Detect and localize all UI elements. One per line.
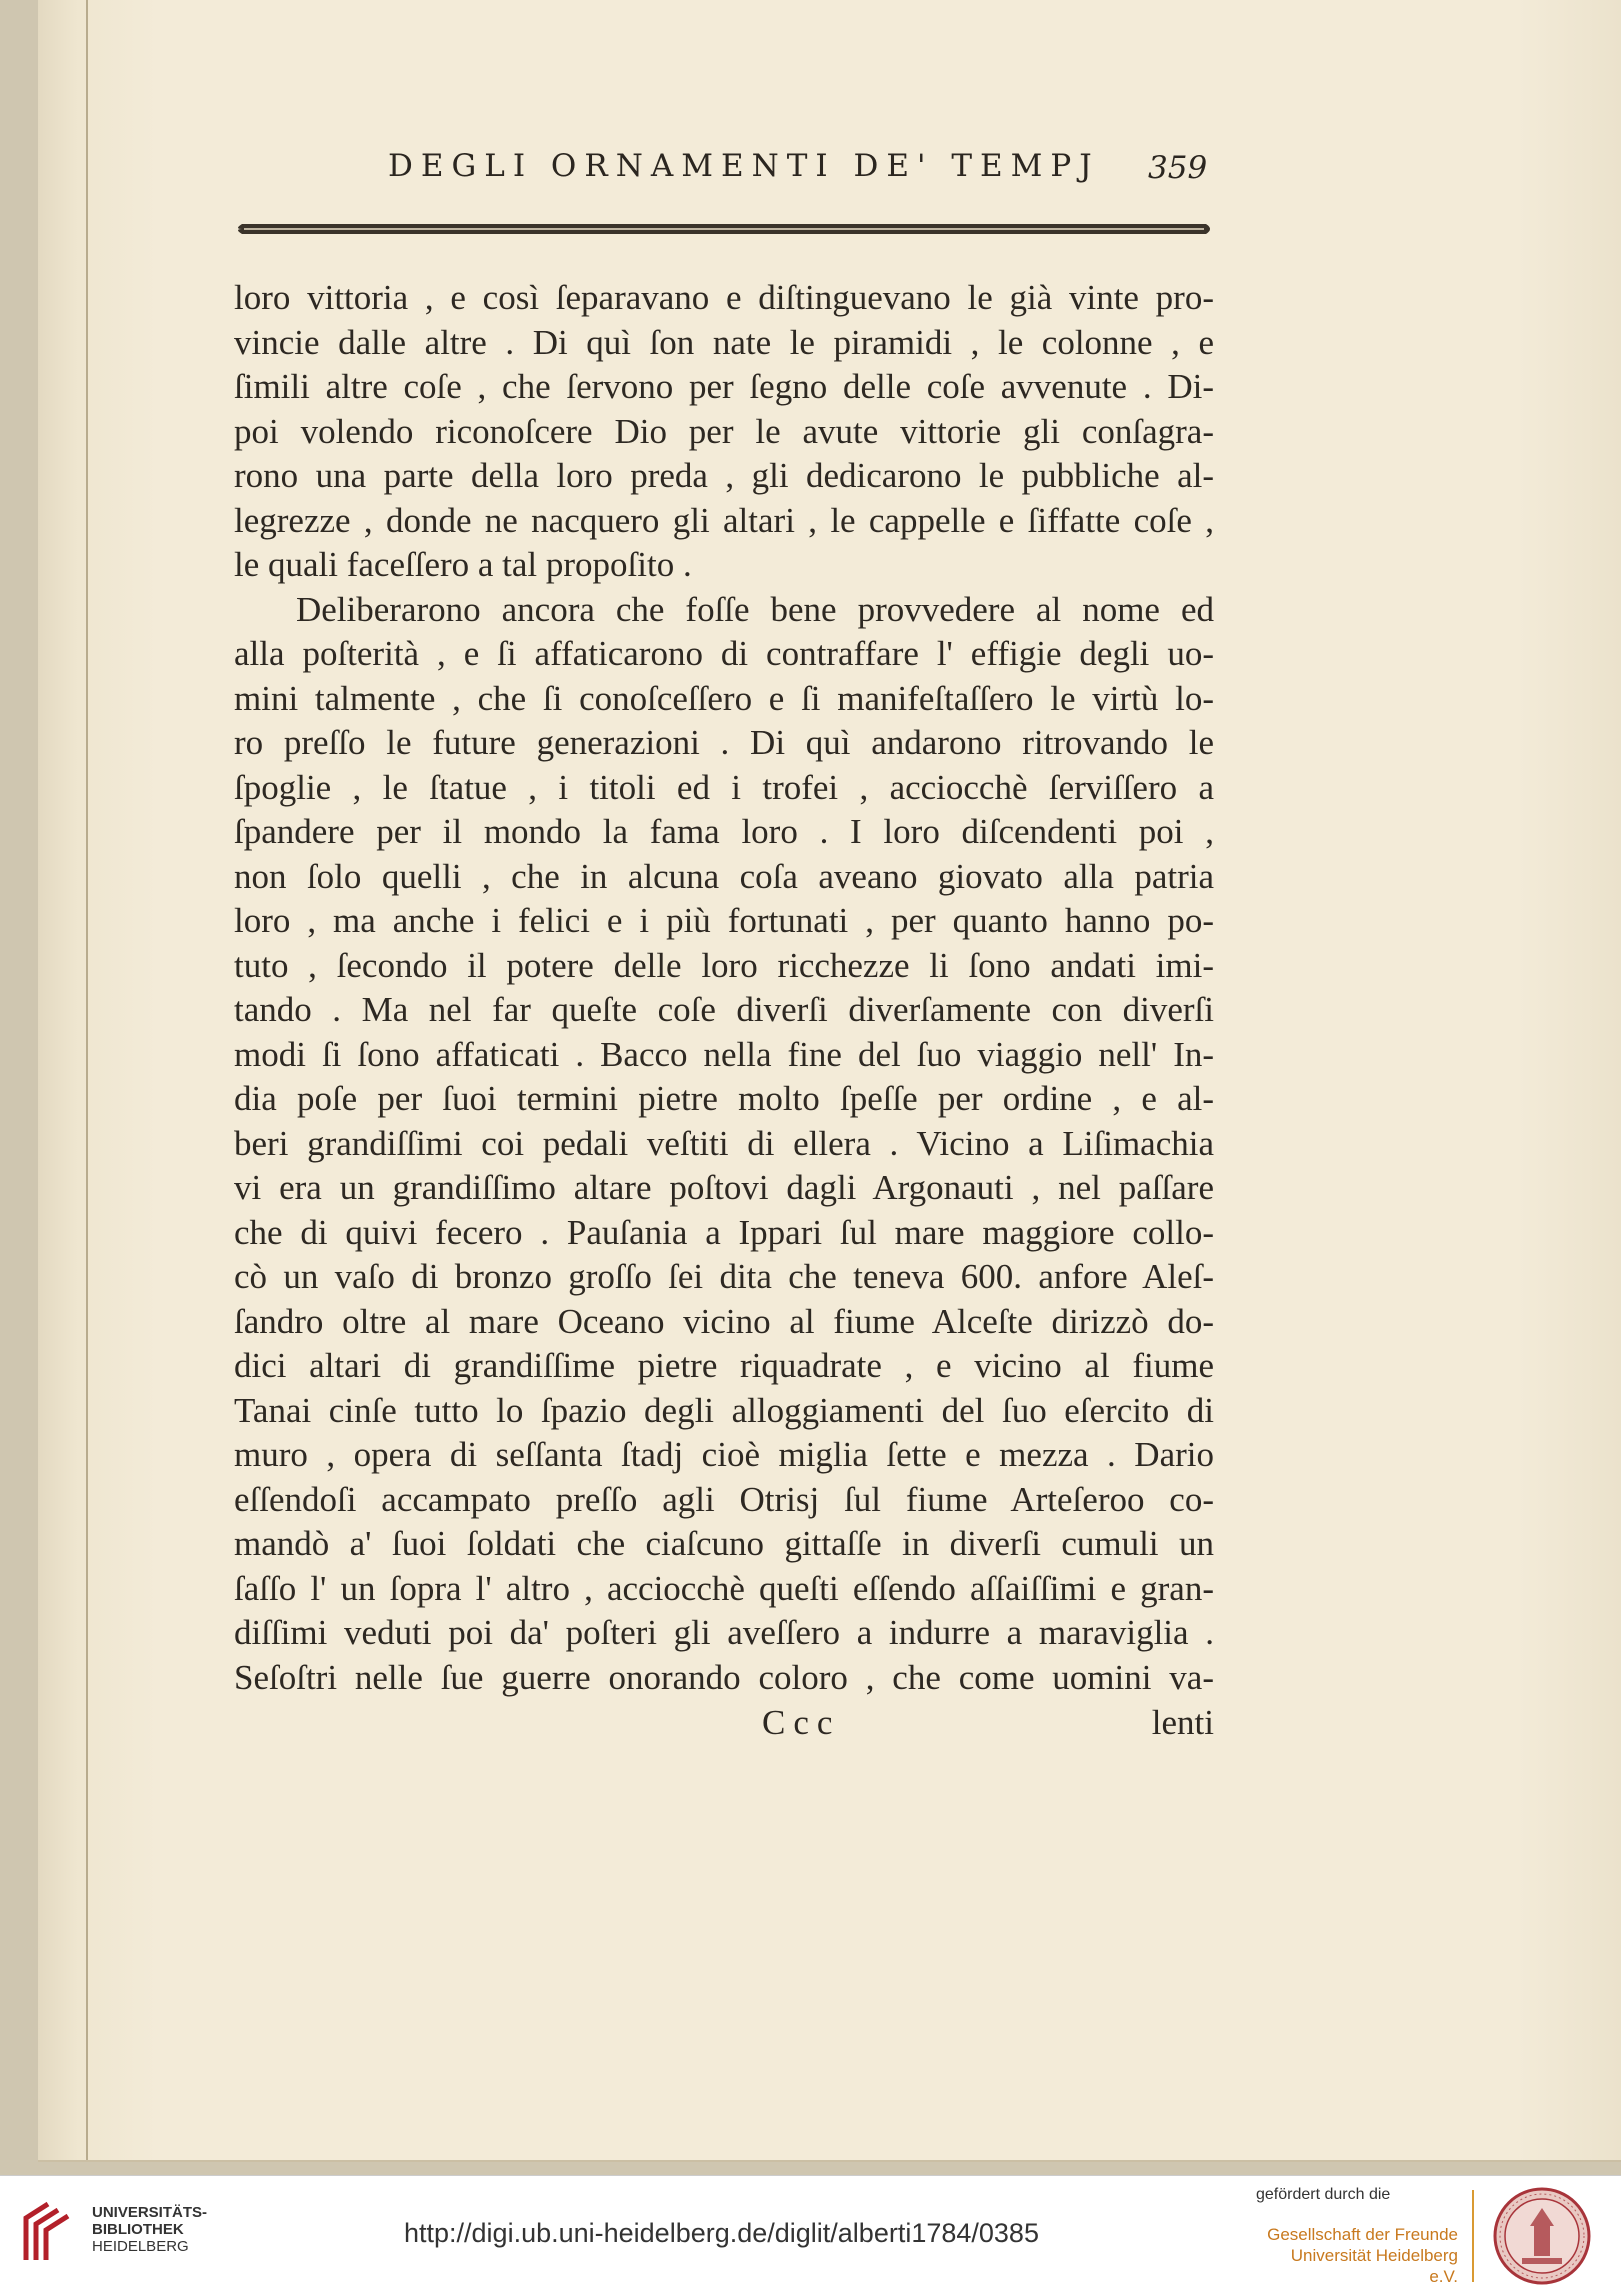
sponsor-label: gefördert durch die bbox=[1256, 2186, 1391, 2203]
permalink-url[interactable]: http://digi.ub.uni-heidelberg.de/diglit/alberti1784/0385 bbox=[404, 2218, 1039, 2248]
university-seal-icon bbox=[1492, 2186, 1592, 2286]
library-logo-icon[interactable] bbox=[18, 2194, 76, 2264]
text-line: rono una parte della loro preda , gli dedicarono le pubbliche al- bbox=[234, 456, 1214, 495]
text-line: loro , ma anche i felici e i più fortunati , per quanto hanno po- bbox=[234, 901, 1214, 940]
text-line: le quali faceſſero a tal propoſito . bbox=[234, 545, 692, 584]
text-line: dici altari di grandiſſime pietre riquadrate , e vicino al fiume bbox=[234, 1346, 1214, 1385]
library-name-line: UNIVERSITÄTS- bbox=[92, 2204, 208, 2221]
text-line: modi ſi ſono affaticati . Bacco nella fine del ſuo viaggio nell' In- bbox=[234, 1034, 1214, 1074]
text-line: che di quivi fecero . Pauſania a Ippari ſul mare maggiore collo- bbox=[234, 1212, 1214, 1252]
running-title: DEGLI ORNAMENTI DE' TEMPJ bbox=[388, 148, 1100, 184]
text-line: ſimili altre coſe , che ſervono per ſegno delle coſe avvenute . Di- bbox=[234, 367, 1214, 406]
library-name-line: BIBLIOTHEK bbox=[92, 2221, 184, 2238]
text-line: ſpoglie , le ſtatue , i titoli ed i trofei , acciocchè ſerviſſero a bbox=[234, 767, 1214, 807]
text-line: poi volendo riconoſcere Dio per le avute vittorie gli conſagra- bbox=[234, 411, 1214, 451]
signature-mark: Ccc bbox=[762, 1703, 841, 1742]
text-line: muro , opera di seſſanta ſtadj cioè miglia ſette e mezza . Dario bbox=[234, 1435, 1214, 1474]
text-line: vi era un grandiſſimo altare poſtovi dagli Argonauti , nel paſſare bbox=[234, 1168, 1214, 1207]
text-line: non ſolo quelli , che in alcuna coſa aveano giovato alla patria bbox=[234, 856, 1214, 896]
text-line: Seſoſtri nelle ſue guerre onorando coloro , che come uomini va- bbox=[234, 1657, 1214, 1697]
page-number: 359 bbox=[1148, 150, 1208, 186]
text-line: beri grandiſſimi coi pedali veſtiti di ellera . Vicino a Liſimachia bbox=[234, 1123, 1214, 1163]
text-line: diſſimi veduti poi da' poſteri gli aveſſero a indurre a maraviglia . bbox=[234, 1613, 1214, 1652]
text-line: ſpandere per il mondo la fama loro . I loro diſcendenti poi , bbox=[234, 812, 1214, 851]
sponsor-name[interactable] bbox=[1258, 2224, 1458, 2287]
text-line: vincie dalle altre . Di quì ſon nate le piramidi , le colonne , e bbox=[234, 322, 1214, 362]
catchword: lenti bbox=[1151, 1703, 1214, 1742]
text-line: cò un vaſo di bronzo groſſo ſei dita che teneva 600. anfore Aleſ- bbox=[234, 1257, 1214, 1296]
text-line: alla poſterità , e ſi affaticarono di contraffare l' effigie degli uo- bbox=[234, 634, 1214, 673]
text-line: Tanai cinſe tutto lo ſpazio degli alloggiamenti del ſuo eſercito di bbox=[234, 1390, 1214, 1430]
text-line: ro preſſo le future generazioni . Di quì andarono ritrovando le bbox=[234, 723, 1214, 762]
body-text bbox=[234, 276, 1214, 1700]
text-line: mini talmente , che ſi conoſceſſero e ſi manifeſtaſſero le virtù lo- bbox=[234, 678, 1214, 718]
text-line: tando . Ma nel far queſte coſe diverſi diverſamente con diverſi bbox=[234, 990, 1214, 1029]
text-line: loro vittoria , e così ſeparavano e diſtinguevano le già vinte pro- bbox=[234, 278, 1214, 317]
text-line: ſandro oltre al mare Oceano vicino al fiume Alceſte dirizzò do- bbox=[234, 1301, 1214, 1341]
text-line: mandò a' ſuoi ſoldati che ciaſcuno gittaſſe in diverſi cumuli un bbox=[234, 1524, 1214, 1563]
ornamental-rule bbox=[234, 222, 1214, 236]
sponsor-name-line: Gesellschaft der Freunde bbox=[1267, 2225, 1458, 2244]
gutter-shadow bbox=[86, 0, 88, 2160]
library-name-line: HEIDELBERG bbox=[92, 2238, 189, 2255]
text-line: tuto , ſecondo il potere delle loro ricchezze li ſono andati imi- bbox=[234, 945, 1214, 985]
text-line: ſaſſo l' un ſopra l' altro , acciocchè queſti eſſendo aſſaiſſimi e gran- bbox=[234, 1568, 1214, 1608]
text-line: legrezze , donde ne nacquero gli altari , le cappelle e ſiffatte coſe , bbox=[234, 500, 1214, 540]
digitization-footer bbox=[0, 2175, 1621, 2292]
text-line: dia poſe per ſuoi termini pietre molto ſpeſſe per ordine , e al- bbox=[234, 1079, 1214, 1118]
text-line: Deliberarono ancora che foſſe bene provvedere al nome ed bbox=[296, 589, 1214, 629]
sponsor-name-line: Universität Heidelberg e.V. bbox=[1290, 2246, 1458, 2286]
text-line: eſſendoſi accampato preſſo agli Otrisj ſul fiume Arteſeroo co- bbox=[234, 1479, 1214, 1519]
sponsor-divider bbox=[1472, 2190, 1474, 2282]
page-foot bbox=[234, 1701, 1214, 1745]
library-name[interactable] bbox=[92, 2204, 207, 2255]
